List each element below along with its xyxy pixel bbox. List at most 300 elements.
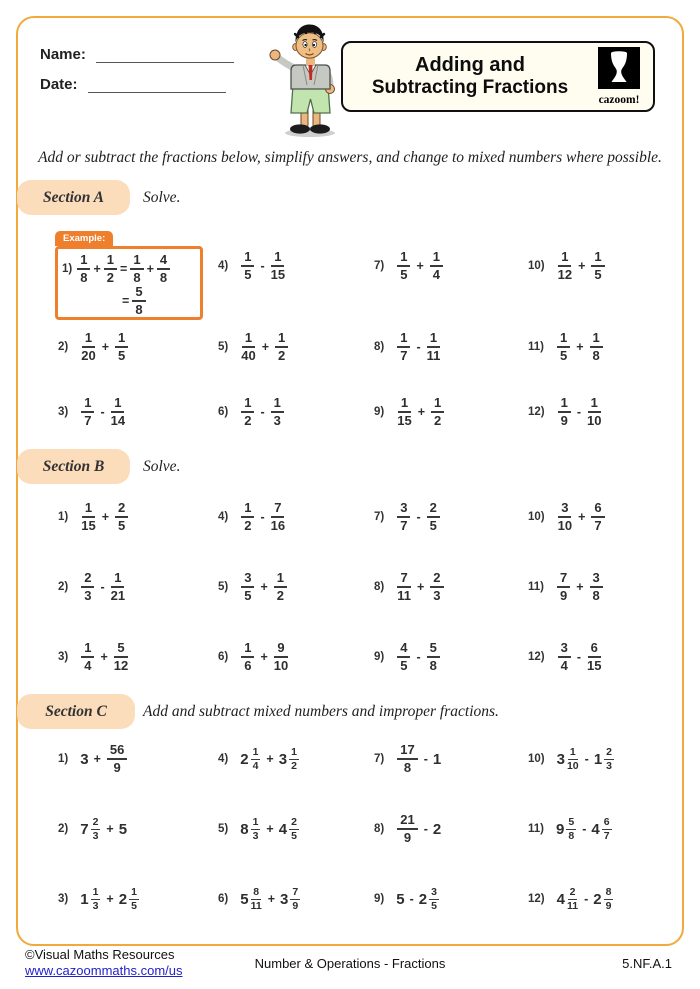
copyright-text: ©Visual Maths Resources (25, 947, 175, 962)
example-line-1 (62, 253, 197, 285)
numerator: 7 (557, 571, 570, 588)
whole-number: 2 (118, 890, 128, 908)
numerator: 5 (114, 641, 127, 658)
numerator: 1 (569, 745, 576, 758)
problem-number: 12) (528, 651, 545, 663)
numerator: 4 (157, 253, 170, 270)
numerator: 5 (132, 285, 145, 302)
mixed-number (556, 747, 581, 772)
operator: = (122, 294, 130, 308)
whole-number: 5 (396, 890, 405, 908)
problem-c-12 (528, 881, 615, 917)
denominator: 9 (560, 588, 568, 603)
title-line-1: Adding and (415, 54, 525, 77)
numerator: 7 (271, 501, 284, 518)
fraction (397, 250, 410, 282)
operator: + (261, 340, 270, 354)
numerator: 1 (397, 331, 410, 348)
fraction (397, 396, 411, 428)
fraction (590, 331, 603, 363)
fraction (251, 887, 262, 912)
operator: - (584, 752, 589, 766)
example-box (55, 246, 203, 320)
denominator: 8 (133, 270, 141, 285)
problem-a-12 (528, 394, 604, 430)
denominator: 14 (110, 413, 126, 428)
numerator: 1 (241, 396, 254, 413)
problem-number: 5) (218, 341, 229, 353)
denominator: 2 (276, 588, 285, 603)
operator: + (576, 340, 584, 354)
problem-b-2 (58, 569, 127, 605)
denominator: 7 (84, 413, 92, 428)
denominator: 3 (92, 829, 99, 842)
denominator: 4 (84, 658, 92, 673)
numerator: 1 (275, 331, 288, 348)
problem-b-10 (528, 499, 607, 535)
fraction (271, 250, 285, 282)
denominator: 8 (80, 270, 88, 285)
problem-a-3 (58, 394, 127, 430)
operator: - (416, 340, 421, 354)
denominator: 4 (560, 658, 568, 673)
problem-number: 3) (58, 893, 69, 905)
operator: + (417, 405, 426, 419)
numerator: 1 (104, 253, 117, 270)
operator: + (100, 650, 108, 664)
problem-number: 6) (218, 406, 229, 418)
fraction (115, 501, 128, 533)
problem-number: 8) (374, 581, 385, 593)
numerator: 1 (271, 250, 284, 267)
numerator: 8 (253, 885, 260, 898)
whole-number: 2 (418, 890, 428, 908)
denominator: 2 (106, 270, 115, 285)
operator: + (93, 752, 101, 766)
mixed-number (79, 887, 102, 912)
problem-b-12 (528, 639, 604, 675)
fraction (289, 817, 299, 842)
whole-number: 7 (80, 820, 89, 838)
mixed-number (592, 887, 615, 912)
fraction (271, 396, 284, 428)
mixed-number (239, 887, 263, 912)
denominator: 12 (113, 658, 129, 673)
fraction (590, 571, 603, 603)
operator: - (423, 752, 428, 766)
denominator: 4 (252, 759, 259, 772)
operator: = (120, 262, 128, 276)
numerator: 1 (271, 396, 284, 413)
problem-c-6 (218, 881, 302, 917)
fraction (81, 501, 95, 533)
numerator: 1 (131, 885, 137, 898)
numerator: 2 (81, 571, 94, 588)
whole-number: 2 (593, 890, 602, 908)
problem-number: 3) (58, 406, 69, 418)
denominator: 5 (244, 267, 252, 282)
operator: - (584, 892, 589, 906)
numerator: 1 (241, 501, 254, 518)
fraction (157, 253, 170, 285)
denominator: 5 (244, 588, 252, 603)
fraction (81, 331, 95, 363)
fraction (397, 813, 417, 845)
numerator: 1 (77, 253, 90, 270)
denominator: 3 (433, 588, 441, 603)
footer-topic: Number & Operations - Fractions (254, 956, 446, 971)
fraction (557, 571, 570, 603)
denominator: 15 (270, 267, 286, 282)
problem-number: 8) (374, 823, 385, 835)
fraction (241, 250, 254, 282)
numerator: 1 (252, 815, 259, 828)
fraction (111, 396, 125, 428)
problem-a-9 (374, 394, 446, 430)
mixed-number (278, 817, 301, 842)
numerator: 1 (82, 331, 95, 348)
numerator: 1 (111, 396, 124, 413)
denominator: 8 (159, 270, 168, 285)
mixed-number (590, 817, 613, 842)
problem-number: 4) (218, 753, 229, 765)
fraction (397, 641, 410, 673)
denominator: 3 (84, 588, 92, 603)
problem-number: 2) (58, 823, 69, 835)
denominator: 9 (560, 413, 568, 428)
problem-c-7 (374, 741, 442, 777)
numerator: 1 (558, 396, 571, 413)
fraction (558, 396, 571, 428)
operator: + (576, 580, 584, 594)
operator: - (576, 650, 582, 664)
numerator: 1 (558, 250, 571, 267)
problem-number: 11) (528, 341, 544, 353)
date-label: Date: (40, 76, 78, 93)
fraction (104, 253, 117, 285)
denominator: 5 (429, 518, 437, 533)
fraction (427, 501, 440, 533)
fraction (397, 501, 410, 533)
denominator: 5 (431, 899, 437, 912)
cazoom-logo-icon (598, 47, 640, 89)
fraction (115, 331, 128, 363)
fraction (91, 887, 101, 912)
operator: - (100, 405, 105, 419)
fraction (91, 817, 101, 842)
example-line-2 (120, 285, 197, 317)
numerator: 1 (398, 396, 411, 413)
problem-number: 9) (374, 651, 385, 663)
problem-b-5 (218, 569, 289, 605)
numerator: 1 (242, 331, 255, 348)
problem-number: 4) (218, 511, 229, 523)
numerator: 56 (107, 743, 127, 760)
denominator: 8 (135, 302, 143, 317)
problem-number: 10) (528, 260, 545, 272)
problem-number: 6) (218, 651, 229, 663)
problem-number: 9) (374, 406, 385, 418)
problem-number: 3) (58, 651, 69, 663)
denominator: 10 (566, 759, 579, 772)
denominator: 16 (270, 518, 286, 533)
operator: + (578, 259, 586, 273)
denominator: 9 (605, 899, 612, 912)
denominator: 10 (557, 518, 573, 533)
numerator: 1 (130, 253, 143, 270)
numerator: 2 (606, 745, 613, 758)
problem-c-3 (58, 881, 141, 917)
fraction (251, 817, 261, 842)
fraction (558, 501, 572, 533)
operator: - (260, 405, 265, 419)
problem-number: 6) (218, 893, 229, 905)
problem-c-4 (218, 741, 301, 777)
standard-code: 5.NF.A.1 (622, 956, 672, 971)
problem-number: 9) (374, 893, 385, 905)
numerator: 1 (274, 571, 287, 588)
cazoom-logo-text: cazoom! (598, 94, 640, 106)
numerator: 1 (590, 331, 603, 348)
whole-number: 4 (278, 820, 288, 838)
operator: - (416, 510, 421, 524)
fraction (290, 887, 300, 912)
example-tab: Example: (55, 231, 113, 246)
denominator: 5 (291, 829, 297, 842)
whole-number: 3 (80, 750, 89, 768)
operator: + (106, 892, 114, 906)
numerator: 2 (569, 885, 576, 898)
problem-b-4 (218, 499, 287, 535)
fraction (132, 285, 145, 317)
fraction (130, 253, 143, 285)
denominator: 7 (594, 518, 602, 533)
fraction (77, 253, 90, 285)
problem-c-8 (374, 811, 442, 847)
denominator: 3 (252, 829, 259, 842)
name-field (40, 46, 234, 63)
fraction (251, 747, 261, 772)
operator: + (267, 892, 275, 906)
denominator: 8 (403, 760, 412, 775)
problem-a-8 (374, 329, 442, 365)
denominator: 7 (603, 829, 610, 842)
whole-number: 5 (240, 890, 249, 908)
problem-number: 2) (58, 341, 69, 353)
fraction (397, 743, 417, 775)
denominator: 8 (592, 348, 600, 363)
title-box (341, 41, 655, 112)
mixed-number (593, 747, 616, 772)
section-c-badge: Section C (17, 694, 135, 729)
denominator: 8 (568, 829, 575, 842)
mixed-number (79, 817, 102, 842)
fraction (557, 331, 570, 363)
whole-number: 2 (240, 750, 249, 768)
section-b-instruction: Solve. (143, 458, 181, 475)
denominator: 11 (397, 588, 411, 603)
problem-c-10 (528, 741, 616, 777)
numerator: 3 (431, 885, 437, 898)
problem-number: 5) (218, 823, 229, 835)
fraction (429, 887, 439, 912)
operator: - (576, 405, 582, 419)
denominator: 5 (131, 899, 137, 912)
problem-c-1 (58, 741, 129, 777)
fraction (591, 501, 604, 533)
denominator: 20 (81, 348, 96, 363)
mixed-number (239, 747, 262, 772)
numerator: 17 (397, 743, 417, 760)
problem-number: 2) (58, 581, 69, 593)
problem-a-2 (58, 329, 130, 365)
operator: + (416, 580, 425, 594)
problem-number: 1) (58, 753, 69, 765)
denominator: 9 (113, 760, 121, 775)
whole-number: 3 (278, 750, 288, 768)
problem-c-9 (374, 881, 441, 917)
numerator: 1 (397, 250, 410, 267)
fraction (567, 747, 579, 772)
problem-number: 8) (374, 341, 385, 353)
operator: + (101, 340, 110, 354)
problem-number: 12) (528, 406, 545, 418)
fraction (81, 641, 94, 673)
denominator: 3 (606, 759, 613, 772)
name-label: Name: (40, 46, 86, 63)
numerator: 1 (241, 250, 254, 267)
fraction (397, 571, 411, 603)
numerator: 1 (111, 571, 124, 588)
fraction (427, 641, 440, 673)
problem-number: 10) (528, 511, 545, 523)
operator: - (409, 892, 414, 906)
denominator: 5 (560, 348, 568, 363)
whole-number: 3 (280, 890, 289, 908)
fraction (604, 887, 614, 912)
numerator: 8 (605, 885, 612, 898)
denominator: 5 (400, 658, 408, 673)
denominator: 6 (244, 658, 252, 673)
denominator: 15 (81, 518, 96, 533)
numerator: 3 (558, 501, 571, 518)
numerator: 5 (568, 815, 575, 828)
numerator: 2 (115, 501, 128, 518)
denominator: 5 (400, 267, 408, 282)
problem-b-7 (374, 499, 442, 535)
numerator: 6 (591, 501, 604, 518)
fraction (558, 250, 572, 282)
mixed-number (118, 887, 141, 912)
footer-left (25, 947, 183, 979)
numerator: 1 (430, 250, 443, 267)
numerator: 2 (427, 501, 440, 518)
numerator: 9 (274, 641, 287, 658)
denominator: 2 (434, 413, 442, 428)
numerator: 2 (92, 815, 99, 828)
fraction (591, 250, 604, 282)
name-line (96, 47, 234, 63)
fraction (587, 641, 601, 673)
numerator: 1 (557, 331, 570, 348)
denominator: 21 (110, 588, 126, 603)
denominator: 2 (278, 348, 286, 363)
problem-c-5 (218, 811, 301, 847)
numerator: 7 (397, 571, 410, 588)
numerator: 2 (291, 815, 297, 828)
numerator: 3 (590, 571, 603, 588)
denominator: 11 (566, 899, 579, 912)
problem-number: 1) (58, 511, 69, 523)
mixed-number (418, 887, 441, 912)
fraction (567, 887, 578, 912)
denominator: 15 (587, 658, 602, 673)
denominator: 11 (250, 899, 262, 912)
problem-a-11 (528, 329, 605, 365)
problem-a-6 (218, 394, 286, 430)
problem-number: 10) (528, 753, 545, 765)
fraction (107, 743, 127, 775)
website-link[interactable]: www.cazoommaths.com/us (25, 963, 183, 978)
denominator: 2 (244, 413, 252, 428)
numerator: 1 (427, 331, 440, 348)
fraction (587, 396, 601, 428)
problem-number: 7) (374, 260, 385, 272)
fraction (241, 331, 255, 363)
numerator: 21 (397, 813, 417, 830)
fraction (566, 817, 576, 842)
denominator: 9 (403, 830, 412, 845)
fraction (397, 331, 410, 363)
whole-number: 5 (118, 820, 128, 838)
numerator: 1 (291, 745, 297, 758)
whole-number: 4 (591, 820, 600, 838)
fraction (289, 747, 299, 772)
numerator: 1 (241, 641, 254, 658)
fraction (274, 641, 288, 673)
denominator: 4 (432, 267, 441, 282)
fraction (241, 501, 254, 533)
denominator: 9 (292, 899, 299, 912)
operator: + (260, 650, 268, 664)
mixed-number (278, 747, 301, 772)
fraction (271, 501, 285, 533)
operator: + (106, 822, 114, 836)
fraction (241, 571, 254, 603)
section-b-badge: Section B (17, 449, 130, 484)
problem-number: 4) (218, 260, 229, 272)
problem-number: 7) (374, 511, 385, 523)
page-title (343, 53, 591, 100)
numerator: 4 (397, 641, 410, 658)
mixed-number (279, 887, 302, 912)
denominator: 7 (400, 518, 408, 533)
section-c-instruction: Add and subtract mixed numbers and improper fractions. (143, 703, 499, 720)
denominator: 3 (273, 413, 281, 428)
fraction (274, 571, 287, 603)
fraction (430, 250, 443, 282)
whole-number: 4 (556, 890, 565, 908)
problem-number: 7) (374, 753, 385, 765)
fraction (604, 747, 614, 772)
numerator: 1 (591, 250, 604, 267)
denominator: 3 (92, 899, 99, 912)
fraction (602, 817, 612, 842)
denominator: 2 (244, 518, 252, 533)
numerator: 3 (397, 501, 410, 518)
numerator: 1 (92, 885, 99, 898)
denominator: 40 (241, 348, 256, 363)
